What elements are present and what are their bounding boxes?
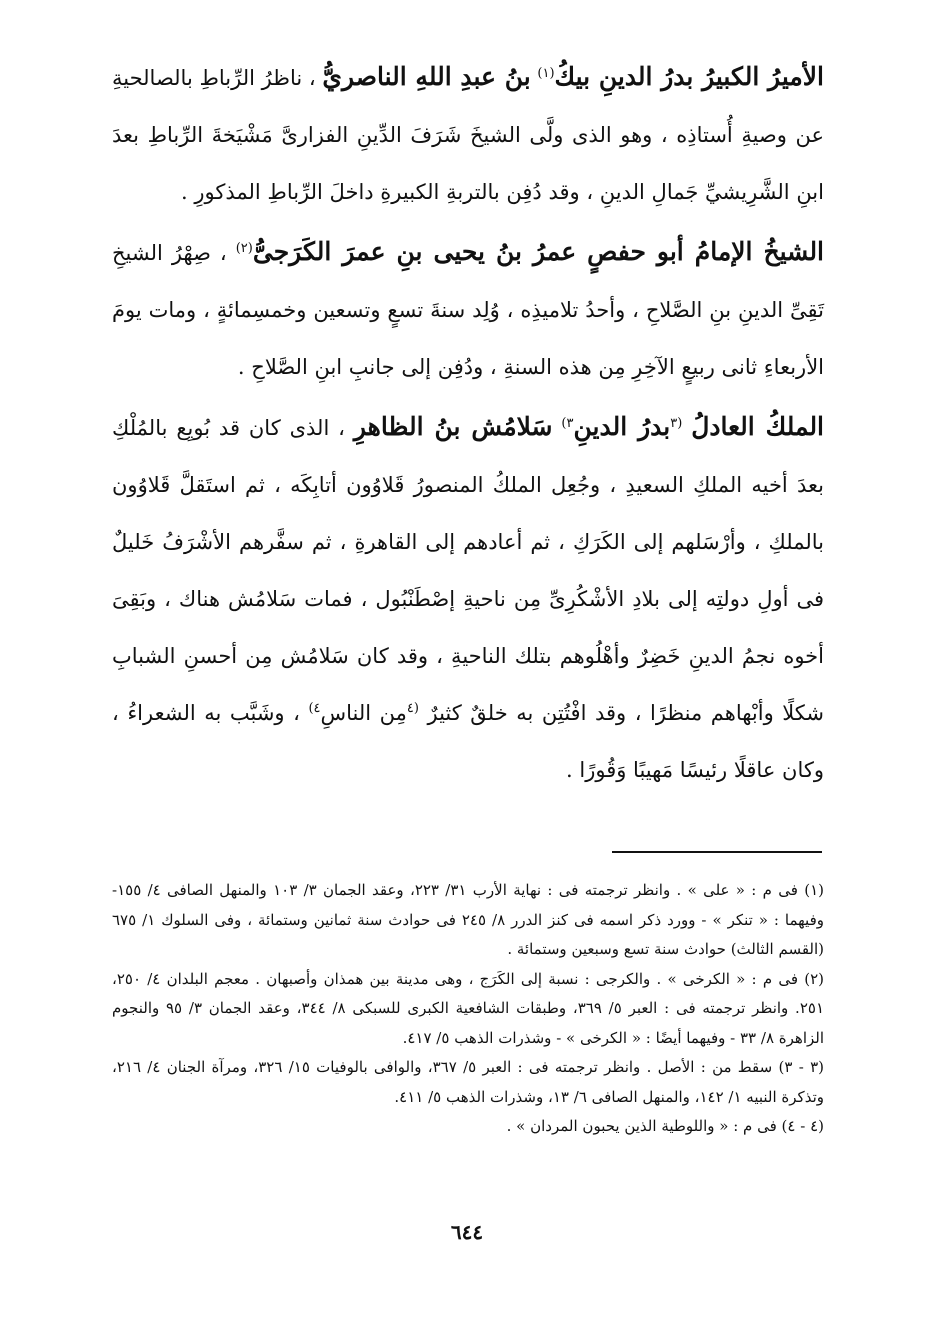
entry-3-name: الملكُ العادلُ xyxy=(691,412,825,441)
footnote-ref-4-close: ٤) xyxy=(308,701,321,716)
footnotes xyxy=(112,876,824,1142)
footnote-separator xyxy=(612,851,822,853)
entry-3-name-cont: بدرُ الدينِ xyxy=(573,412,671,441)
entry-1-name: الأميرُ الكبيرُ بدرُ الدينِ بيكُ xyxy=(554,62,824,91)
entry-2-name: الشيخُ الإمامُ أبو حفصٍ عمرُ بنُ يحيى بنِ عمرَ الكَرَجىُّ xyxy=(252,237,825,266)
entry-3-text-cont: مِن الناسِ xyxy=(320,701,407,725)
footnote-ref-4-open: (٤ xyxy=(406,701,419,716)
entry-1 xyxy=(112,48,824,221)
entry-2-text: ، صِهْرُ الشيخِ تَقِىِّ الدينِ بنِ الصَّلاحِ ، وأحدُ تلاميذِه ، وُلِد سنةَ تسعٍ وتسعين وخمسِمائةٍ ، ومات يومَ الأربعاءِ ثانى ربيعٍ الآخِرِ مِن هذه السنةِ ، ودُفِن إلى جانبِ ابنِ الصَّلاحِ . xyxy=(112,241,824,379)
entry-1-text: ، ناظرُ الرِّباطِ بالصالحيةِ عن وصيةِ أُستاذِه ، وهو الذى ولَّى الشيخَ شَرَفَ الدِّينِ الفزارىَّ مَشْيَخةَ الرِّباطِ بعدَ ابنِ الشَّرِيشيِّ جَمالِ الدينِ ، وقد دُفِن بالتربةِ الكبيرةِ داخلَ الرِّباطِ المذكورِ . xyxy=(112,66,824,204)
entry-3-text-end: ، وشَبَّب به الشعراءُ ، وكان عاقلًا رئيسًا مَهيبًا وَقُورًا . xyxy=(112,701,824,782)
footnote-ref-2: (٢) xyxy=(235,241,253,256)
footnote-1: (١) فى م : « على » . وانظر ترجمته فى : نهاية الأرب ٣١/ ٢٢٣، وعقد الجمان ٣/ ١٠٣ والمنهل الصافى ٤/ ١٥٥- وفيهما : « تنكر » - وورد ذكر اسمه فى كنز الدرر ٨/ ٢٤٥ فى حوادث سنة ثمانين وستمائة ، وفى السلوك ١/ ٦٧٥ (القسم الثالث) حوادث سنة تسع وسبعين وستمائة . xyxy=(112,881,825,958)
footnote-3: (٣ - ٣) سقط من : الأصل . وانظر ترجمته فى : العبر ٥/ ٣٦٧، والوافى بالوفيات ١٥/ ٣٢٦، ومرآة الجنان ٤/ ٢١٦، وتذكرة النبيه ١/ ١٤٢، والمنهل الصافى ٦/ ١٣، وشذرات الذهب ٥/ ٤١١. xyxy=(112,1058,824,1106)
main-text xyxy=(112,48,824,801)
page-number: ٦٤٤ xyxy=(450,1220,484,1244)
footnote-4: (٤ - ٤) فى م : « واللوطية الذين يحبون المردان » . xyxy=(506,1117,824,1135)
entry-3-name-end: سَلامُش بنُ الظاهرِ xyxy=(353,412,553,441)
footnote-2: (٢) فى م : « الكرخى » . والكرجى : نسبة إلى الكَرَج ، وهى مدينة بين همذان وأصبهان . معجم البلدان ٤/ ٢٥٠، ٢٥١. وانظر ترجمته فى : العبر ٥/ ٣٦٩، وطبقات الشافعية الكبرى للسبكى ٨/ ٣٤٤، وعقد الجمان ٣/ ٩٥ والنجوم الزاهرة ٨/ ٣٣ - وفيهما أيضًا : « الكرخى » - وشذرات الذهب ٥/ ٤١٧. xyxy=(112,969,824,1047)
footnote-ref-1: (١) xyxy=(537,66,555,81)
entry-2 xyxy=(112,223,824,396)
entry-3 xyxy=(112,398,824,799)
footnote-ref-3-open: (٣ xyxy=(670,416,683,431)
entry-1-name-cont: بنُ عبدِ اللهِ الناصريُّ xyxy=(322,62,531,91)
footnote-ref-3-close: ٣) xyxy=(561,416,574,431)
entry-3-text: ، الذى كان قد بُويِع بالمُلْكِ بعدَ أخيه الملكِ السعيدِ ، وجُعِل الملكُ المنصورُ قَلاوُون أتابِكَه ، ثم استَقلَّ قَلاوُون بالملكِ ، وأرْسَلهم إلى الكَرَكِ ، ثم أعادهم إلى القاهرةِ ، ثم سفَّرهم الأشْرَفُ خَليلٌ فى أولِ دولتِه إلى بلادِ الأشْكُرِىِّ مِن ناحيةِ إصْطَنْبُول ، فمات سَلامُش هناك ، وبَقِىَ أخوه نجمُ الدينِ خَضِرٌ وأهْلُوهم بتلك الناحيةِ ، وقد كان سَلامُش مِن أحسنِ الشبابِ شكلًا وأبْهاهم منظرًا ، وقد افْتُتِن به خلقٌ كثيرٌ xyxy=(112,416,824,725)
